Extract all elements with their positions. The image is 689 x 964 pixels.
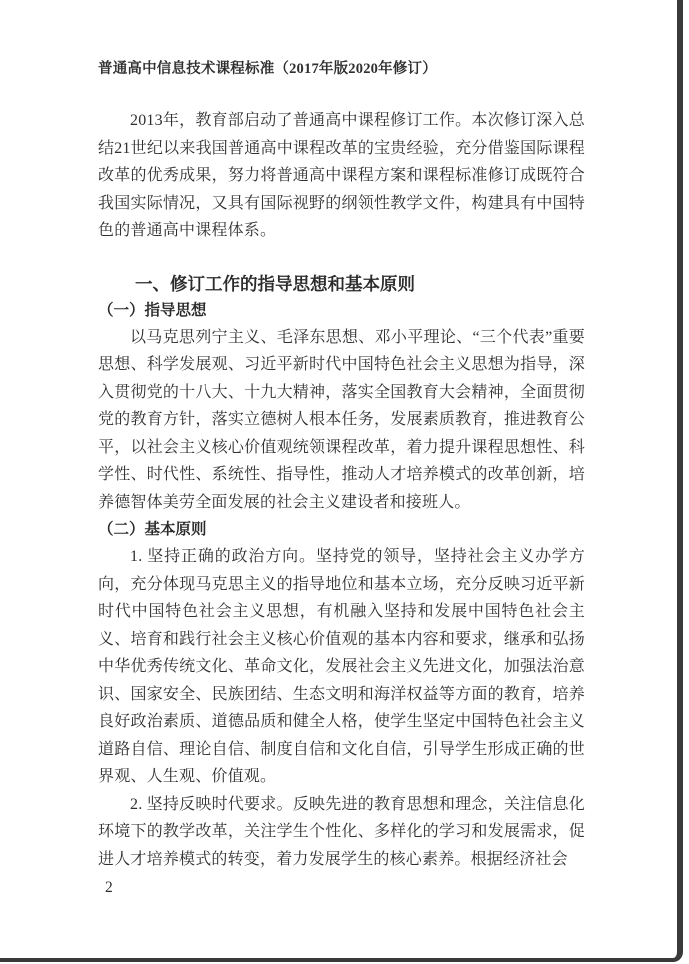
page-number: 2 [105,879,113,896]
subsection-1-body: 以马克思列宁主义、毛泽东思想、邓小平理论、“三个代表”重要思想、科学发展观、习近平新时代中国特色社会主义思想为指导，深入贯彻党的十八大、十九大精神，落实全国教育大会精神，全面贯彻党的教育方针，落实立德树人根本任务，发展素质教育，推进教育公平，以社会主义核心价值观统领课程改革，着力提升课程思想性、科学性、时代性、系统性、指导性，推动人才培养模式的改革创新，培养德智体美劳全面发展的社会主义建设者和接班人。 [98,328,585,511]
section-heading: 一、修订工作的指导思想和基本原则 [135,273,415,294]
running-header: 普通高中信息技术课程标准（2017年版2020年修订） [98,61,437,77]
intro-paragraph: 2013年，教育部启动了普通高中课程修订工作。本次修订深入总结21世纪以来我国普通高中课程改革的宝贵经验，充分借鉴国际课程改革的优秀成果，努力将普通高中课程方案和课程标准修订成既符合我国实际情况，又具有国际视野的纲领性教学文件，构建具有中国特色的普通高中课程体系。 [98,112,585,239]
subsection-1-heading: （一）指导思想 [98,301,207,319]
principle-item-2: 2. 坚持反映时代要求。反映先进的教育思想和理念，关注信息化环境下的教学改革，关注学生个性化、多样化的学习和发展需求，促进人才培养模式的转变，着力发展学生的核心素养。根据经济社会 [98,795,585,868]
subsection-2-heading: （二）基本原则 [98,521,207,538]
principle-item-1: 1. 坚持正确的政治方向。坚持党的领导，坚持社会主义办学方向，充分体现马克思主义的指导地位和基本立场，充分反映习近平新时代中国特色社会主义思想，有机融入坚持和发展中国特色社会主义、培育和践行社会主义核心价值观的基本内容和要求，继承和弘扬中华优秀传统文化、革命文化，发展社会主义先进文化，加强法治意识、国家安全、民族团结、生态文明和海洋权益等方面的教育，培养良好政治素质、道德品质和健全人格，使学生坚定中国特色社会主义道路自信、理论自信、制度自信和文化自信，引导学生形成正确的世界观、人生观、价值观。 [98,548,585,785]
document-page-content [98,0,585,900]
